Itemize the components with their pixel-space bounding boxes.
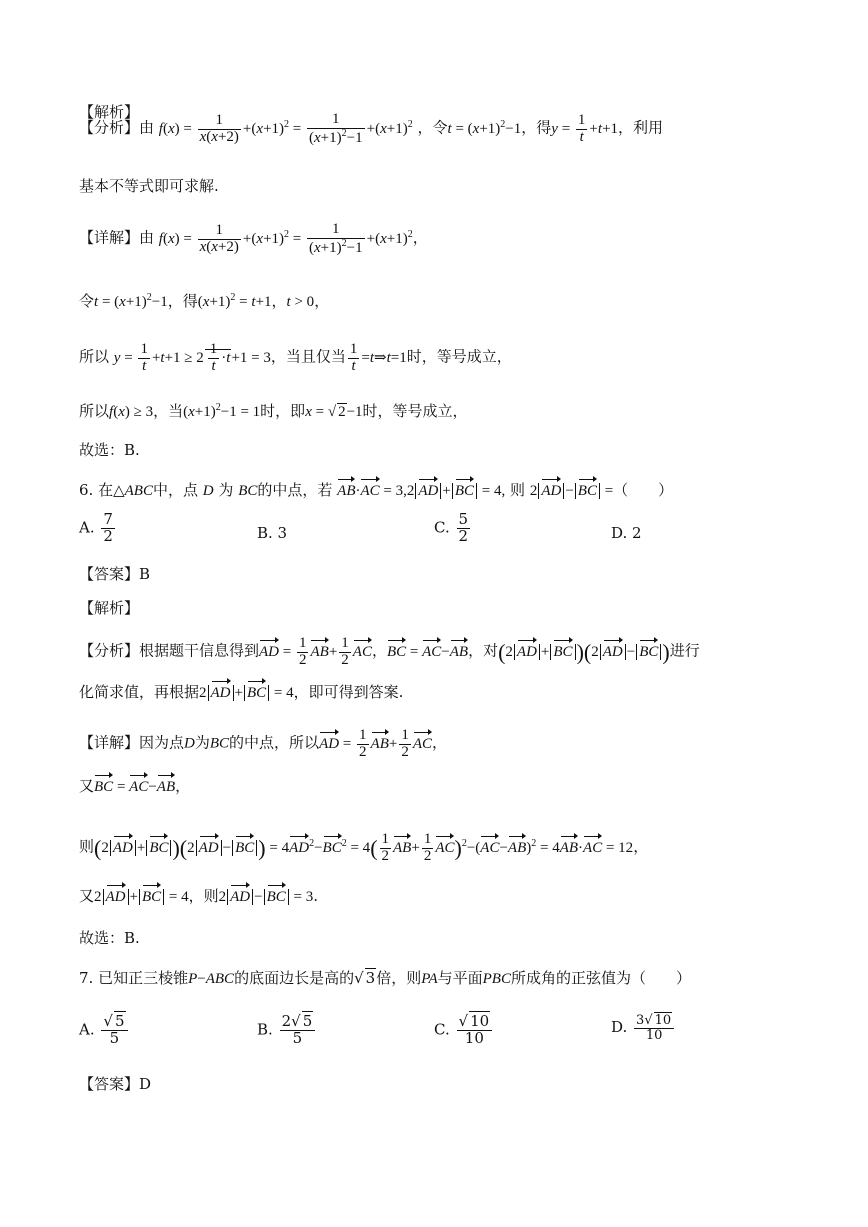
q6-option-c: C. $\frac{5}{2}$ <box>434 510 469 545</box>
q6-analysis-2: 化简求值，再根据2 AD + BC = 4，即可得到答案. <box>79 683 404 701</box>
detail-line-3: 所以 y = $\frac{1}{t}$ +t+1 ≥ 2 $\frac{1}{t}$ ·t+1 = 3，当且仅当 $\frac{1}{t}$ =t⇒t=1时，等号成立， <box>79 341 512 374</box>
q6-option-b: B. 3 <box>257 524 288 542</box>
q6-detail-3: 则(2 AD + BC )(2 AD − BC ) = $4AD^2-BC^2 = 4$( $\frac{1}{2}$ AB+ $\frac{1}{2}$ $AC)^2-(AC-AB)^2 = 4AB\cdot AC = 12$， <box>79 831 649 864</box>
q7-answer: 【答案】D <box>79 1075 152 1093</box>
q7-option-b: B. $\frac{2√ 5}{5}$ <box>257 1014 317 1047</box>
q6-select: 故选：B. <box>79 929 140 947</box>
detail-line-2: 令$t = (x+1)^2-1$，得$(x+1)^2 = t+1$，t > 0， <box>79 292 330 310</box>
q6-jiexi: 【解析】 <box>79 599 140 617</box>
q7-option-a: A. $\frac{√ 5}{5}$ <box>79 1014 130 1047</box>
q7-option-d: D. $\frac{3√ 10}{10}$ <box>611 1014 676 1042</box>
section-heading-jiexi: 【解析】 <box>79 103 140 121</box>
q6-analysis: 【分析】根据题干信息得到AD = $\frac{1}{2}$ AB+ $\frac{1}{2}$ AC，BC = AC−AB，对(2 AD + BC )(2 AD − BC )进行 <box>79 635 700 668</box>
answer-select-1: 故选：B. <box>79 441 140 459</box>
q6-option-d: D. 2 <box>611 524 642 542</box>
q6-answer: 【答案】B <box>79 565 151 583</box>
analysis-line: 【分析】由 f(x) = $\frac{1}{x(x+2)}$ $+(x+1)^2$ = $\frac{1}{(x+1)^2-1}$ $+(x+1)^2$ ，令$t = (x+1)^2-1$，得y = $\frac{1}{t}$ +t+1，利用 <box>79 111 664 146</box>
q6-option-a: A. $\frac{7}{2}$ <box>79 510 113 545</box>
q7-option-c: C. $\frac{√ 10}{10}$ <box>434 1014 494 1047</box>
q6-detail-1: 【详解】因为点D为BC的中点，所以AD = $\frac{1}{2}$ AB+ $\frac{1}{2}$ AC， <box>79 727 448 760</box>
question-7: 7. 已知正三棱锥P−ABC的底面边长是高的√ 3倍，则PA与平面PBC所成角的正弦值为（ ） <box>79 969 691 987</box>
detail-line-1: 【详解】由 f(x) = $\frac{1}{x(x+2)}$ $+(x+1)^2$ = $\frac{1}{(x+1)^2-1}$ $+(x+1)^2$， <box>79 221 428 256</box>
formula-f: f(x) = $\frac{1}{x(x+2)}$ $+(x+1)^2$ = $\frac{1}{(x+1)^2-1}$ $+(x+1)^2$ <box>158 111 413 146</box>
analysis-line-2: 基本不等式即可求解. <box>79 177 219 195</box>
q6-detail-4: 又2 AD + BC = 4，则2 AD − BC = 3. <box>79 887 319 905</box>
q6-detail-2: 又BC = AC−AB， <box>79 777 191 795</box>
detail-line-4: 所以f(x) ≥ 3，当$(x+1)^2-1 = 1$时，即x = √ 2−1时，等号成立， <box>79 402 468 420</box>
question-6: 6. 在△ABC中，点 D 为 BC的中点，若 AB·AC = 3,2 AD + BC = 4, 则 2 AD − BC =（ ） <box>79 481 674 499</box>
